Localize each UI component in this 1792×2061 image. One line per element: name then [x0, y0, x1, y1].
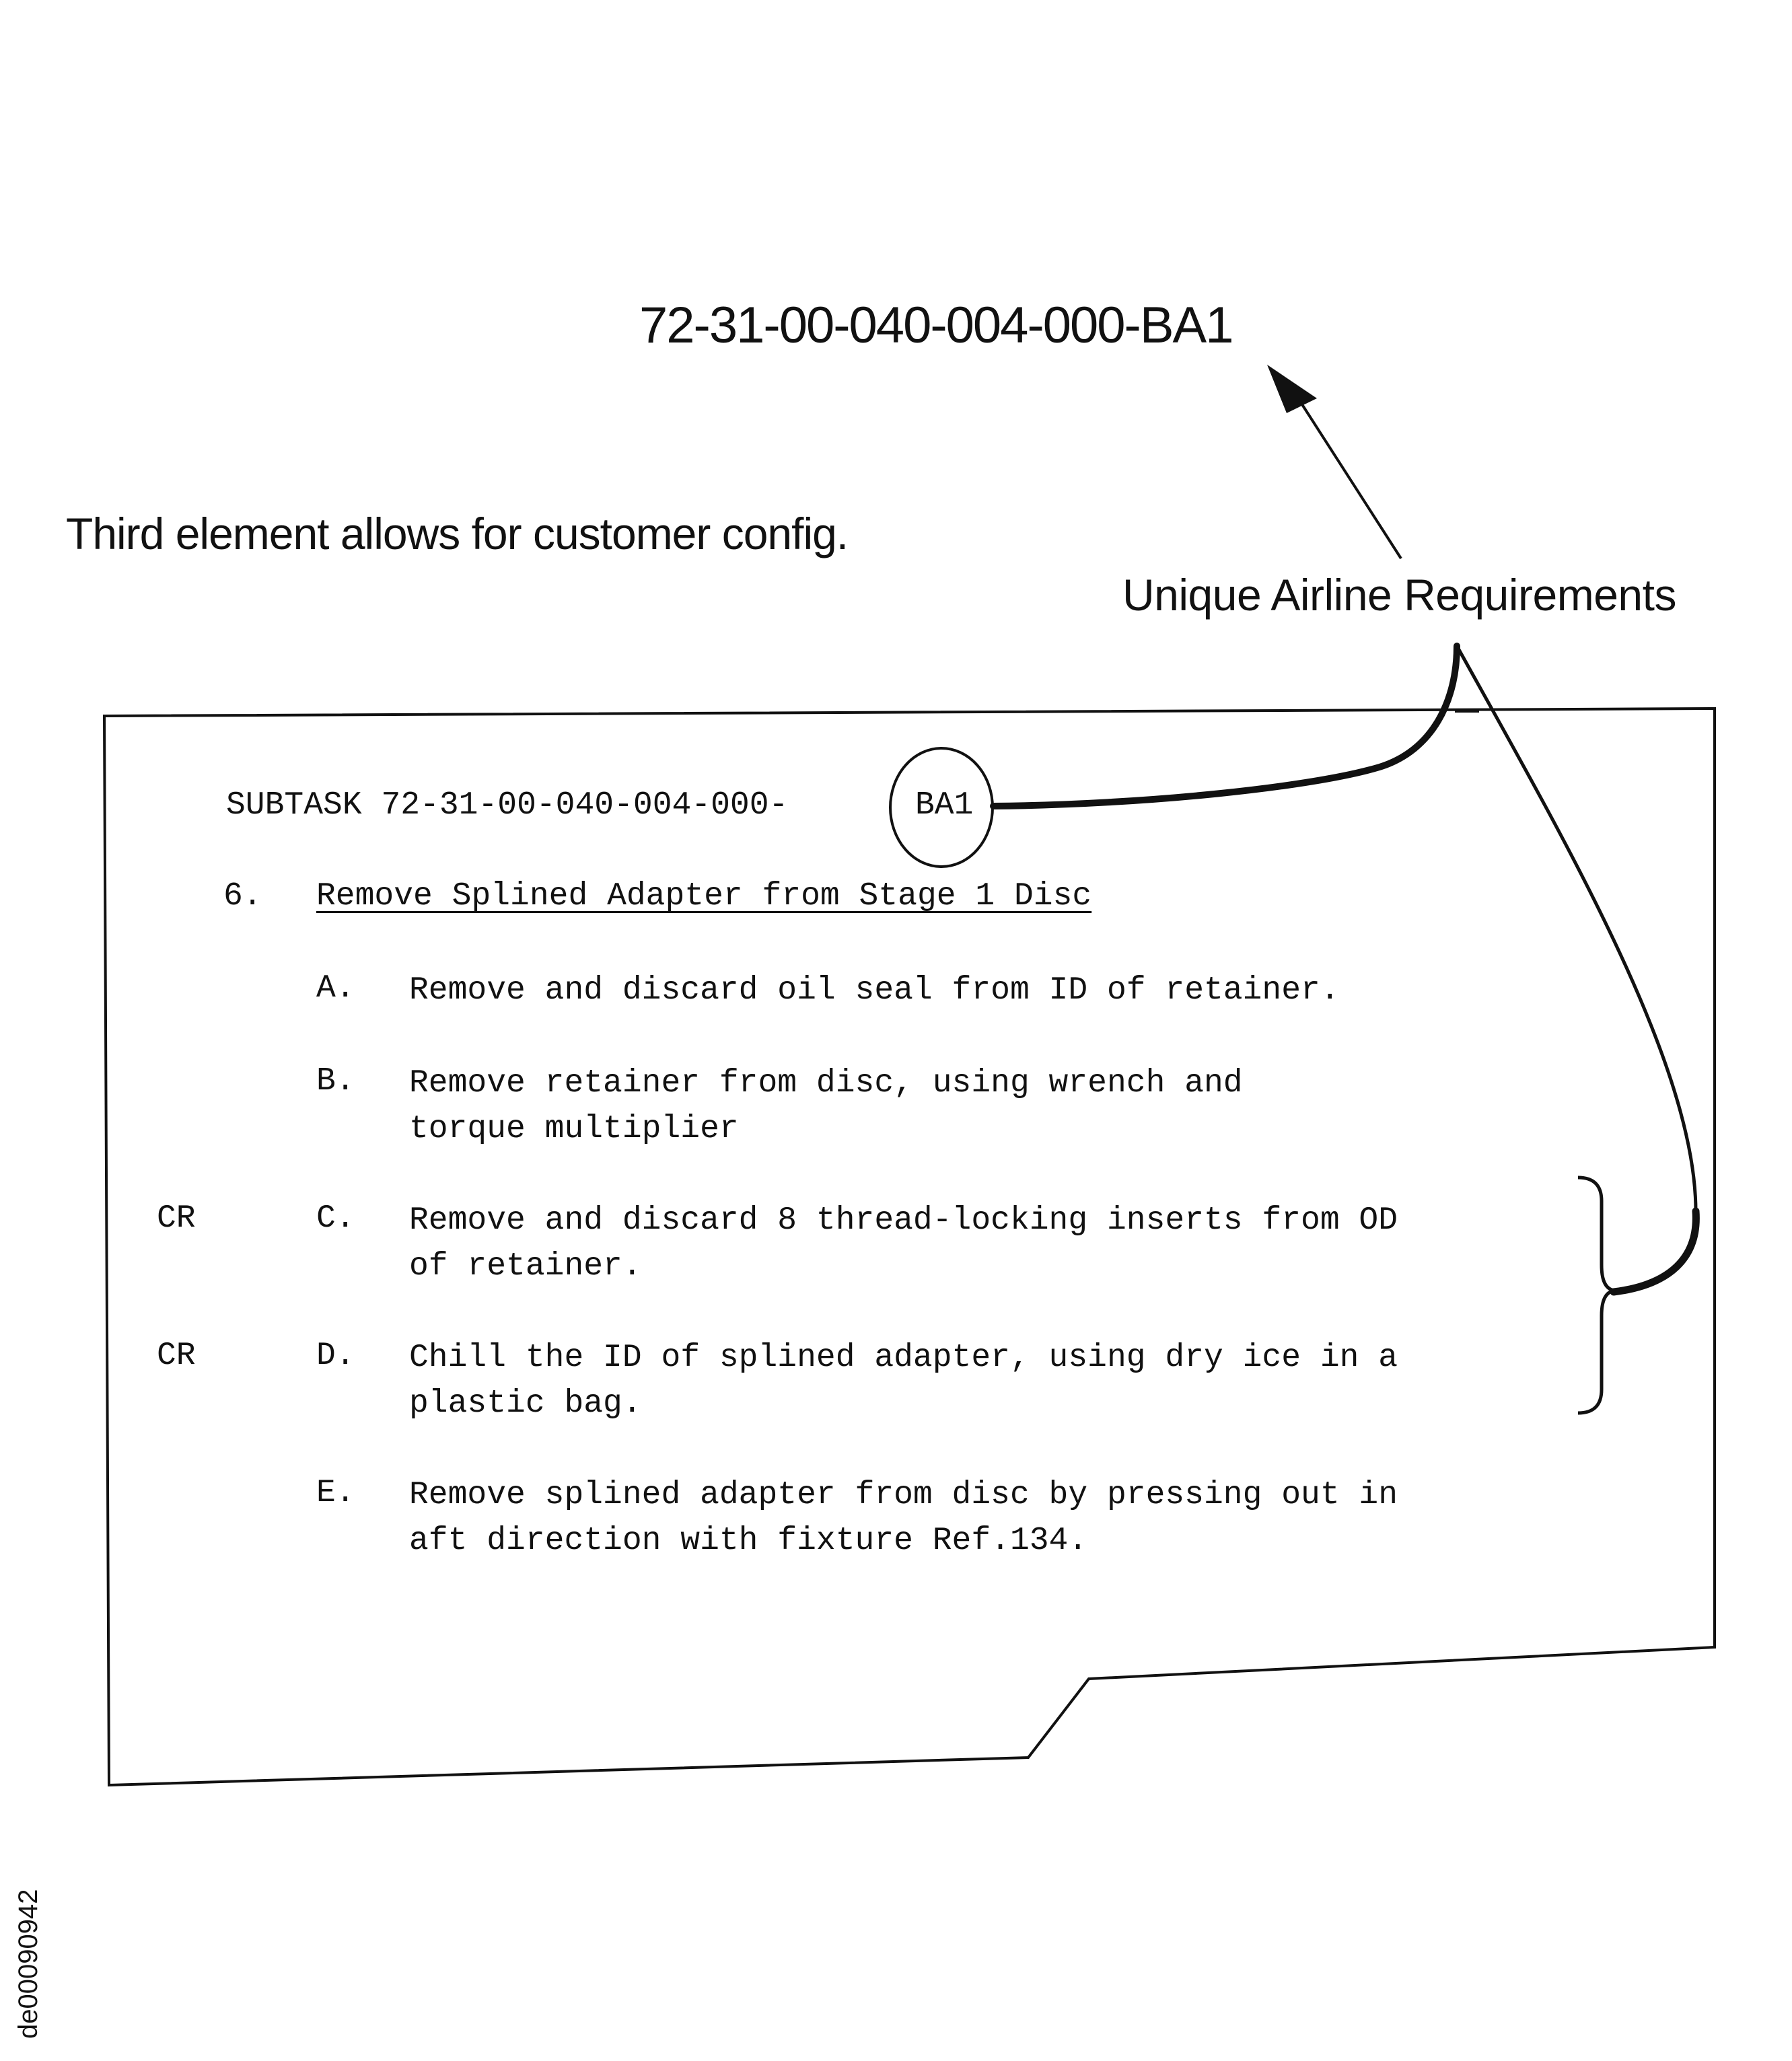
brace-connector-thick: [1614, 1211, 1696, 1292]
item-e-line-1: Remove splined adapter from disc by pressing out in: [409, 1477, 1398, 1513]
item-a-text: [409, 968, 1340, 1013]
item-a-line-1: Remove and discard oil seal from ID of retainer.: [409, 972, 1340, 1009]
pointer-arrowhead: [1267, 365, 1317, 413]
caption-unique-airline: Unique Airline Requirements: [1122, 570, 1676, 620]
item-e-line-2: aft direction with fixture Ref.134.: [409, 1523, 1088, 1559]
subtask-suffix: BA1: [915, 787, 974, 824]
task-code: 72-31-00-040-004-000-BA1: [639, 297, 1233, 354]
caption-third-element: Third element allows for customer config.: [66, 509, 849, 558]
right-brace: [1578, 1178, 1615, 1413]
item-c-text: [409, 1198, 1398, 1289]
item-d-letter: D.: [316, 1338, 355, 1374]
item-b-text: [409, 1060, 1243, 1152]
step-title: Remove Splined Adapter from Stage 1 Disc: [316, 878, 1092, 914]
item-d-line-1: Chill the ID of splined adapter, using dry ice in a: [409, 1340, 1398, 1376]
item-c-line-2: of retainer.: [409, 1248, 642, 1285]
item-c-marker: CR: [157, 1200, 196, 1237]
brace-connector-thin: [1457, 646, 1696, 1211]
item-b-line-2: torque multiplier: [409, 1111, 739, 1147]
pointer-arrow-line: [1289, 384, 1401, 558]
item-c-line-1: Remove and discard 8 thread-locking inserts from OD: [409, 1202, 1398, 1239]
item-a-letter: A.: [316, 970, 355, 1007]
step-number: 6.: [223, 878, 262, 914]
item-b-letter: B.: [316, 1063, 355, 1099]
item-e-letter: E.: [316, 1475, 355, 1511]
item-e-text: [409, 1472, 1398, 1564]
item-d-text: [409, 1335, 1398, 1426]
ba1-connector: [993, 646, 1457, 806]
document-id: de00090942: [13, 1889, 43, 2039]
item-b-line-1: Remove retainer from disc, using wrench and: [409, 1065, 1243, 1101]
item-d-marker: CR: [157, 1338, 196, 1374]
item-c-letter: C.: [316, 1200, 355, 1237]
item-d-line-2: plastic bag.: [409, 1385, 642, 1422]
subtask-prefix: SUBTASK 72-31-00-040-004-000-: [226, 787, 789, 824]
